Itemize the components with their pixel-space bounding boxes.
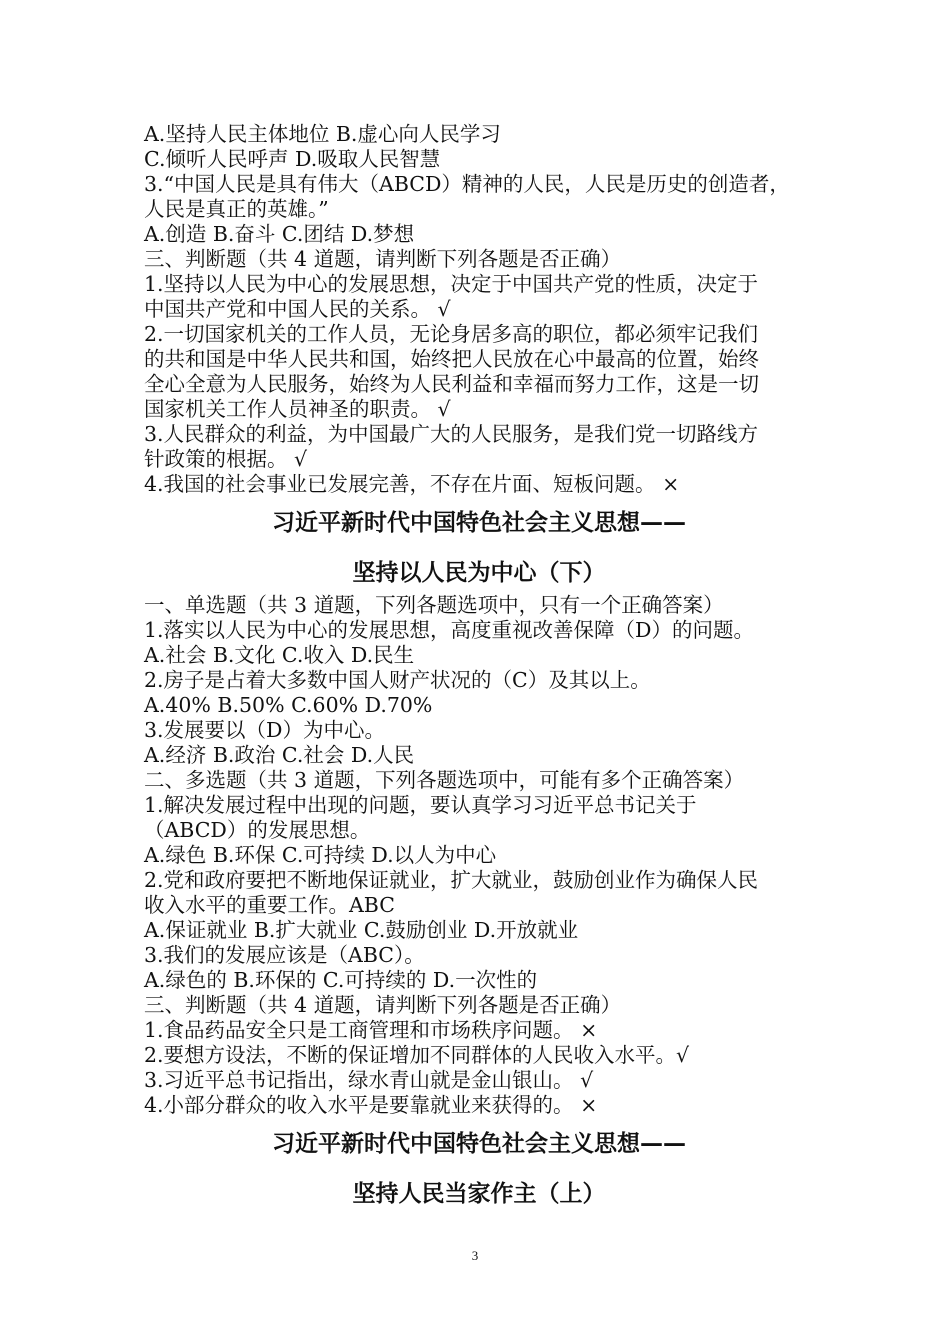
question-block-1: [144, 122, 814, 497]
text-line: A.保证就业 B.扩大就业 C.鼓励创业 D.开放就业: [144, 918, 579, 942]
text-line: 3.“中国人民是具有伟大（ABCD）精神的人民，人民是历史的创造者，: [144, 172, 790, 196]
text-line: 一、单选题（共 3 道题，下列各题选项中，只有一个正确答案）: [144, 593, 724, 617]
text-line: A.创造 B.奋斗 C.团结 D.梦想: [144, 222, 415, 246]
text-line: 人民是真正的英雄。”: [144, 197, 329, 221]
text-line: 1.解决发展过程中出现的问题，要认真学习习近平总书记关于: [144, 793, 697, 817]
text-line: 1.食品药品安全只是工商管理和市场秩序问题。 ×: [144, 1018, 598, 1042]
text-line: 针政策的根据。 √: [144, 447, 308, 471]
text-line: 2.一切国家机关的工作人员，无论身居多高的职位，都必须牢记我们: [144, 322, 759, 346]
text-line: 三、判断题（共 4 道题，请判断下列各题是否正确）: [144, 993, 622, 1017]
document-page: [144, 122, 814, 1214]
text-line: 3.习近平总书记指出，绿水青山就是金山银山。 √: [144, 1068, 594, 1092]
question-block-2: [144, 593, 814, 1118]
section-title-line1: 习近平新时代中国特色社会主义思想——: [272, 510, 686, 536]
text-line: 3.人民群众的利益，为中国最广大的人民服务，是我们党一切路线方: [144, 422, 759, 446]
text-line: 全心全意为人民服务，始终为人民利益和幸福而努力工作，这是一切: [144, 372, 759, 396]
text-line: 1.坚持以人民为中心的发展思想，决定于中国共产党的性质，决定于: [144, 272, 759, 296]
text-line: 国家机关工作人员神圣的职责。 √: [144, 397, 451, 421]
section-title-line2: 坚持人民当家作主（上）: [352, 1181, 606, 1207]
text-line: 三、判断题（共 4 道题，请判断下列各题是否正确）: [144, 247, 622, 271]
section-title-line1: 习近平新时代中国特色社会主义思想——: [272, 1131, 686, 1157]
text-line: 3.发展要以（D）为中心。: [144, 718, 385, 742]
text-line: 二、多选题（共 3 道题，下列各题选项中，可能有多个正确答案）: [144, 768, 745, 792]
section-title-line2: 坚持以人民为中心（下）: [352, 560, 606, 586]
page-number: 3: [471, 1248, 479, 1263]
text-line: A.40% B.50% C.60% D.70%: [144, 693, 433, 717]
text-line: A.经济 B.政治 C.社会 D.人民: [144, 743, 415, 767]
text-line: 2.房子是占着大多数中国人财产状况的（C）及其以上。: [144, 668, 651, 692]
text-line: C.倾听人民呼声 D.吸取人民智慧: [144, 147, 441, 171]
text-line: （ABCD）的发展思想。: [144, 818, 371, 842]
text-line: 3.我们的发展应该是（ABC）。: [144, 943, 425, 967]
text-line: 的共和国是中华人民共和国，始终把人民放在心中最高的位置，始终: [144, 347, 759, 371]
text-line: A.绿色 B.环保 C.可持续 D.以人为中心: [144, 843, 497, 867]
text-line: A.坚持人民主体地位 B.虚心向人民学习: [144, 122, 501, 146]
text-line: 1.落实以人民为中心的发展思想，高度重视改善保障（D）的问题。: [144, 618, 754, 642]
text-line: 2.党和政府要把不断地保证就业，扩大就业，鼓励创业作为确保人民: [144, 868, 759, 892]
text-line: A.社会 B.文化 C.收入 D.民生: [144, 643, 415, 667]
text-line: 2.要想方设法，不断的保证增加不同群体的人民收入水平。√: [144, 1043, 690, 1067]
text-line: 4.我国的社会事业已发展完善，不存在片面、短板问题。 ×: [144, 472, 680, 496]
text-line: 收入水平的重要工作。ABC: [144, 893, 395, 917]
text-line: 中国共产党和中国人民的关系。 √: [144, 297, 451, 321]
text-line: A.绿色的 B.环保的 C.可持续的 D.一次性的: [144, 968, 538, 992]
text-line: 4.小部分群众的收入水平是要靠就业来获得的。 ×: [144, 1093, 598, 1117]
